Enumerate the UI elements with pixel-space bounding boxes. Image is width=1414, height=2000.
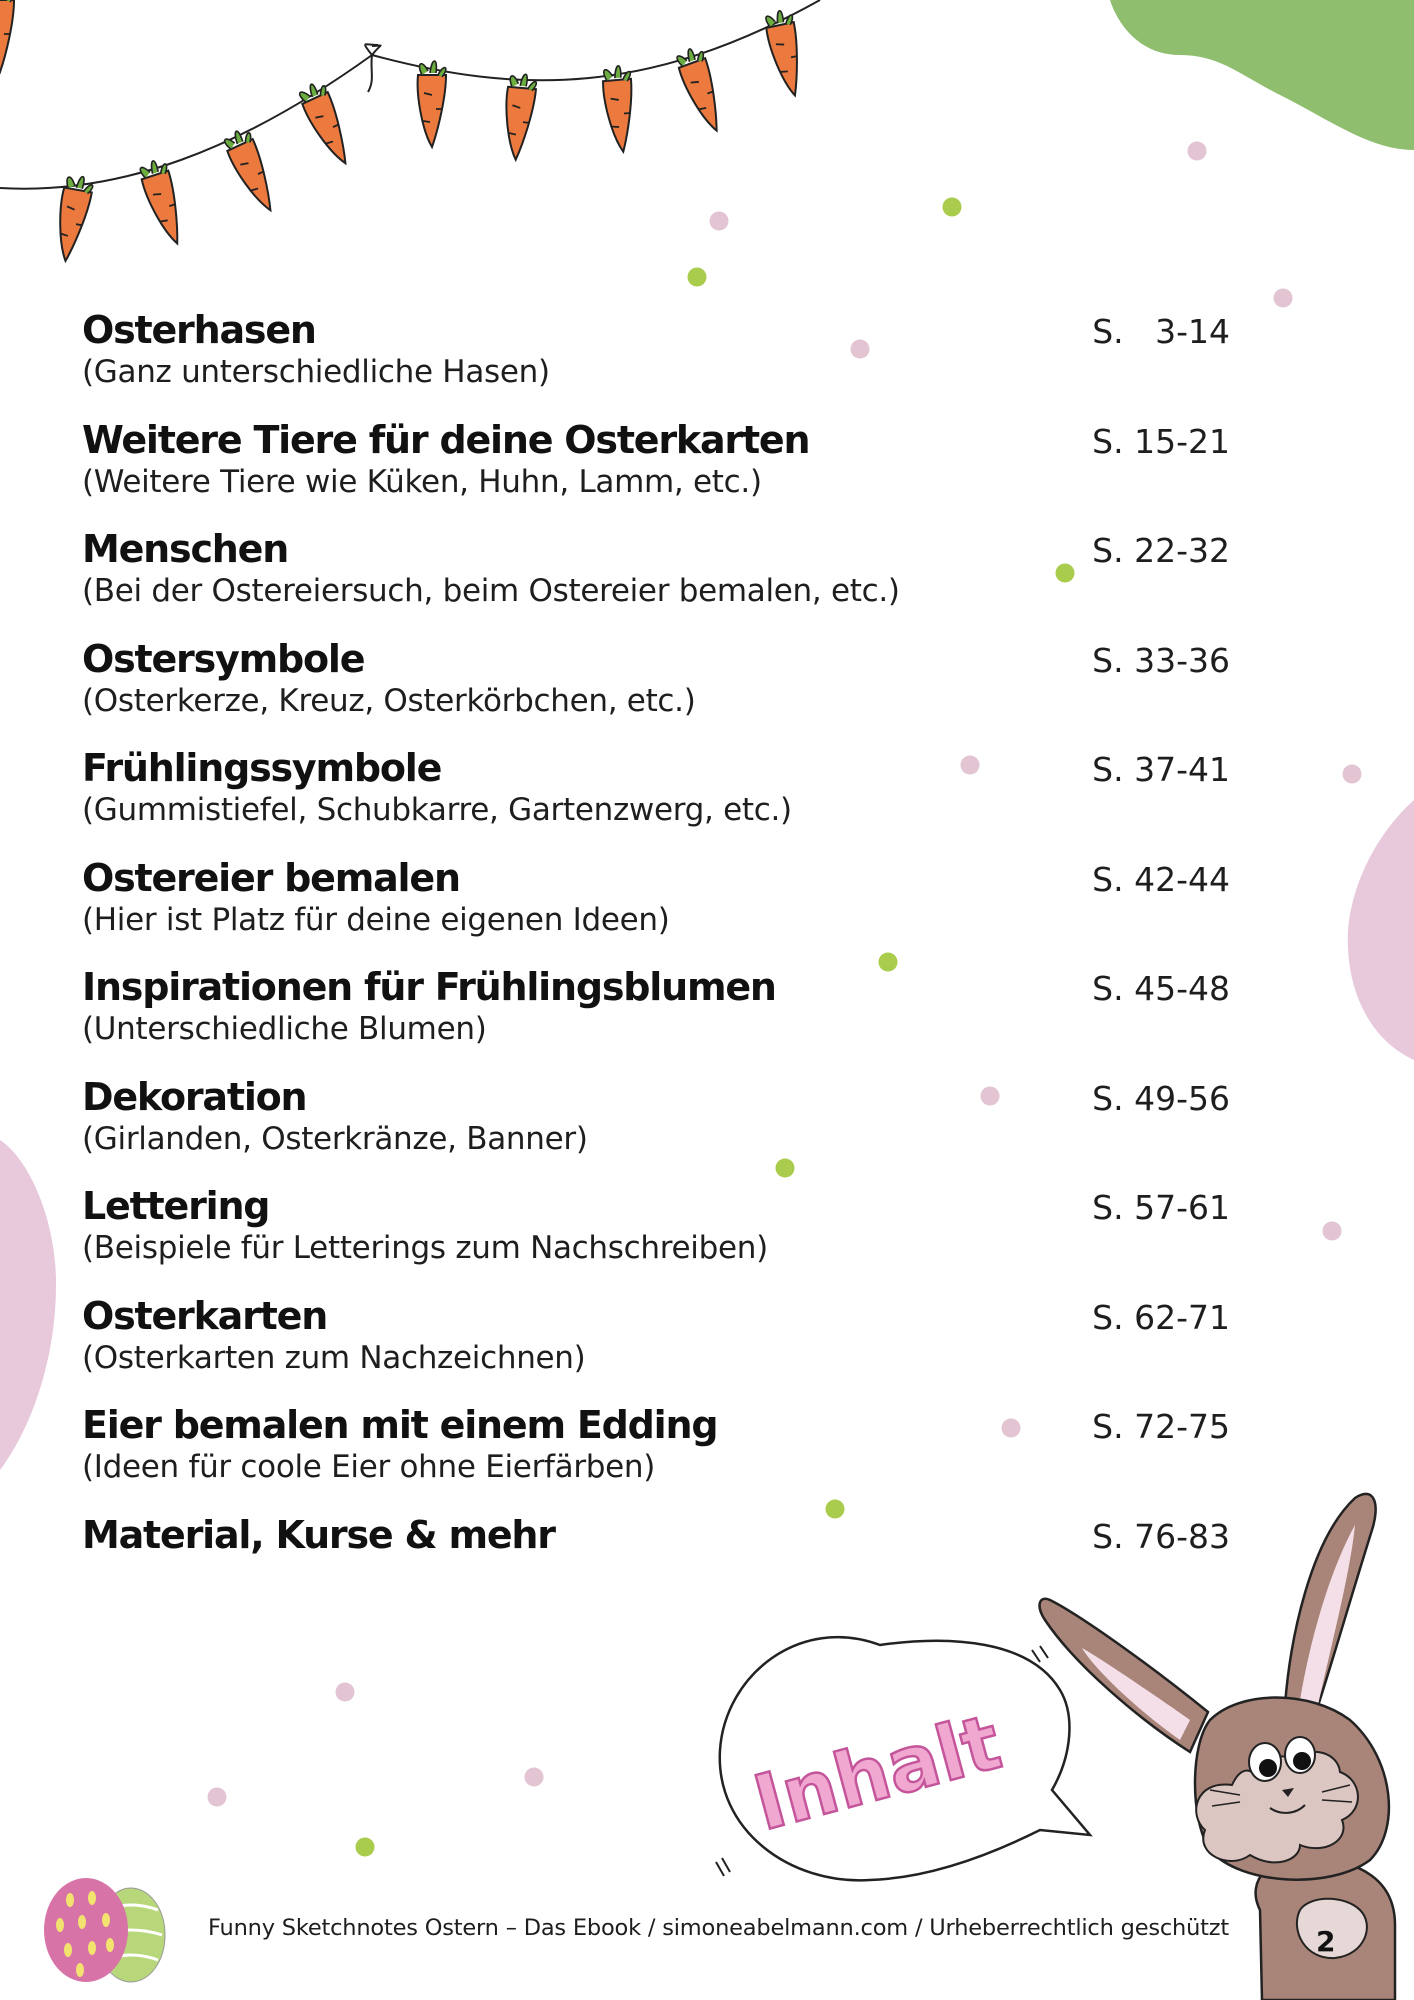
pink-blob-right (1348, 800, 1414, 1060)
toc-entry-subtitle: (Hier ist Platz für deine eigenen Ideen) (82, 901, 670, 938)
toc-entry-pages: S. 33-36 (1092, 640, 1230, 680)
inhalt-heading: Inhalt (744, 1697, 1010, 1848)
toc-entry-subtitle: (Weitere Tiere wie Küken, Huhn, Lamm, etc.) (82, 463, 762, 500)
toc-entry-pages: S. 42-44 (1092, 859, 1230, 899)
toc-entry-pages: S. 49-56 (1092, 1078, 1230, 1118)
toc-entry (82, 527, 1242, 637)
toc-entry (82, 1403, 1242, 1513)
toc-entry-title: Dekoration (82, 1074, 307, 1119)
toc-entry-title: Lettering (82, 1184, 270, 1228)
toc-entry (82, 1294, 1242, 1404)
toc-entry-subtitle: (Osterkerze, Kreuz, Osterkörbchen, etc.) (82, 682, 696, 719)
toc-entry-subtitle: (Beispiele für Letterings zum Nachschreiben) (82, 1230, 768, 1266)
toc-entry-title: Osterkarten (82, 1293, 328, 1338)
footer-text: Funny Sketchnotes Ostern – Das Ebook / simoneabelmann.com / Urheberrechtlich geschützt (208, 1915, 1230, 1941)
toc-entry (82, 965, 1242, 1075)
carrot-garland (0, 0, 820, 263)
toc-entry-title: Ostersymbole (82, 636, 365, 681)
toc-entry (82, 308, 1242, 418)
toc-entry-title: Ostereier bemalen (82, 855, 460, 900)
toc-entry (82, 418, 1242, 528)
toc-entry-title: Inspirationen für Frühlingsblumen (82, 965, 776, 1009)
easter-eggs-illustration (44, 1878, 165, 1982)
toc-entry-pages: S. 37-41 (1092, 750, 1230, 789)
page-number: 2 (1316, 1925, 1336, 1958)
toc-entry-subtitle: (Girlanden, Osterkränze, Banner) (82, 1120, 588, 1157)
pink-blob-left (0, 1140, 56, 1470)
toc-entry (82, 1075, 1242, 1185)
toc-entry-title: Frühlingssymbole (82, 746, 442, 790)
green-blob (1110, 0, 1414, 150)
toc-entry-title: Menschen (82, 527, 289, 571)
toc-entry-subtitle: (Ganz unterschiedliche Hasen) (82, 354, 550, 390)
toc-entry-pages: S. 3-14 (1092, 312, 1230, 351)
toc-entry-pages: S. 76-83 (1092, 1516, 1230, 1556)
toc-entry (82, 1513, 1242, 1623)
toc-entry-title: Material, Kurse & mehr (82, 1512, 555, 1557)
toc-entry-pages: S. 15-21 (1092, 421, 1230, 461)
toc-entry (82, 637, 1242, 747)
toc-entry-pages: S. 45-48 (1092, 969, 1230, 1008)
toc-entry-subtitle: (Osterkarten zum Nachzeichnen) (82, 1339, 586, 1376)
toc-entry-pages: S. 62-71 (1092, 1297, 1230, 1337)
toc-entry-pages: S. 22-32 (1092, 531, 1230, 570)
toc-entry (82, 856, 1242, 966)
toc-entry-subtitle: (Unterschiedliche Blumen) (82, 1011, 487, 1047)
toc-entry-title: Weitere Tiere für deine Osterkarten (82, 417, 810, 462)
toc-entry-title: Eier bemalen mit einem Edding (82, 1403, 718, 1447)
toc-entry (82, 746, 1242, 856)
toc-entry-pages: S. 72-75 (1092, 1407, 1230, 1446)
speech-bubble-label (720, 1640, 1100, 1880)
toc-entry-subtitle: (Ideen für coole Eier ohne Eierfärben) (82, 1449, 656, 1485)
toc-entry (82, 1184, 1242, 1294)
toc-entry-title: Osterhasen (82, 308, 316, 352)
toc-entry-pages: S. 57-61 (1092, 1188, 1230, 1227)
toc-entry-subtitle: (Bei der Ostereiersuch, beim Ostereier bemalen, etc.) (82, 573, 900, 609)
toc-entry-subtitle: (Gummistiefel, Schubkarre, Gartenzwerg, etc.) (82, 792, 792, 828)
table-of-contents (82, 308, 1242, 1622)
